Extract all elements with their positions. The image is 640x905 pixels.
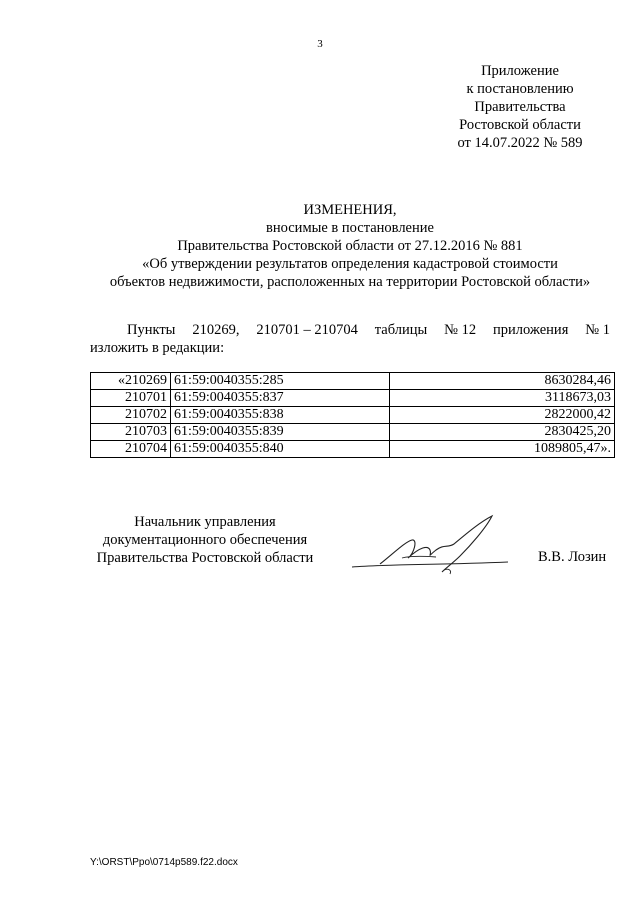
value-cell: 2830425,20 (390, 424, 615, 441)
cadastral-number-cell: 61:59:0040355:285 (171, 373, 390, 390)
table-row (91, 373, 615, 390)
file-path-footer: Y:\ORST\Ppo\0714p589.f22.docx (90, 857, 238, 868)
appendix-line: Правительства (474, 99, 566, 115)
position-line: Правительства Ростовской области (96, 550, 314, 566)
heading-line: объектов недвижимости, расположенных на территории Ростовской области» (109, 274, 591, 290)
row-number-cell: 210704 (91, 441, 171, 458)
signatory-position (85, 513, 325, 567)
position-line: документационного обеспечения (102, 532, 308, 548)
heading-line: вносимые в постановление (266, 220, 434, 236)
value-cell: 2822000,42 (390, 407, 615, 424)
heading-line: Правительства Ростовской области от 27.12.2016 № 881 (177, 238, 523, 254)
body-paragraph (90, 321, 610, 357)
table-row (91, 407, 615, 424)
cadastral-number-cell: 61:59:0040355:839 (171, 424, 390, 441)
cadastral-table (90, 372, 615, 458)
value-cell: 8630284,46 (390, 373, 615, 390)
cadastral-number-cell: 61:59:0040355:840 (171, 441, 390, 458)
row-number-cell: «210269 (91, 373, 171, 390)
cadastral-number-cell: 61:59:0040355:838 (171, 407, 390, 424)
handwritten-signature (350, 512, 510, 582)
paragraph-word: № 12 (444, 322, 477, 338)
row-number-cell: 210701 (91, 390, 171, 407)
heading-line: «Об утверждении результатов определения кадастровой стоимости (142, 256, 558, 272)
row-number-cell: 210702 (91, 407, 171, 424)
appendix-line: к постановлению (466, 81, 574, 97)
paragraph-word: 210701 – 210704 (256, 322, 358, 338)
position-line: Начальник управления (134, 514, 276, 530)
value-cell: 3118673,03 (390, 390, 615, 407)
cadastral-number-cell: 61:59:0040355:837 (171, 390, 390, 407)
appendix-block (420, 62, 620, 152)
signer-name: В.В. Лозин (538, 549, 607, 565)
paragraph-line-1 (90, 321, 610, 339)
table-row (91, 390, 615, 407)
value-cell: 1089805,47». (390, 441, 615, 458)
table-row (91, 441, 615, 458)
appendix-line: Ростовской области (459, 117, 581, 133)
paragraph-line-2: изложить в редакции: (90, 340, 225, 356)
row-number-cell: 210703 (91, 424, 171, 441)
table-row (91, 424, 615, 441)
paragraph-word: таблицы (374, 322, 428, 338)
heading-title: ИЗМЕНЕНИЯ, (303, 202, 397, 218)
page-number: 3 (317, 38, 323, 50)
appendix-date-line: от 14.07.2022 № 589 (457, 135, 583, 151)
paragraph-word: приложения (493, 322, 569, 338)
paragraph-word: 210269, (192, 322, 240, 338)
paragraph-word: № 1 (585, 322, 610, 338)
document-heading (60, 201, 640, 291)
appendix-line: Приложение (481, 63, 559, 79)
paragraph-word: Пункты (127, 322, 176, 338)
